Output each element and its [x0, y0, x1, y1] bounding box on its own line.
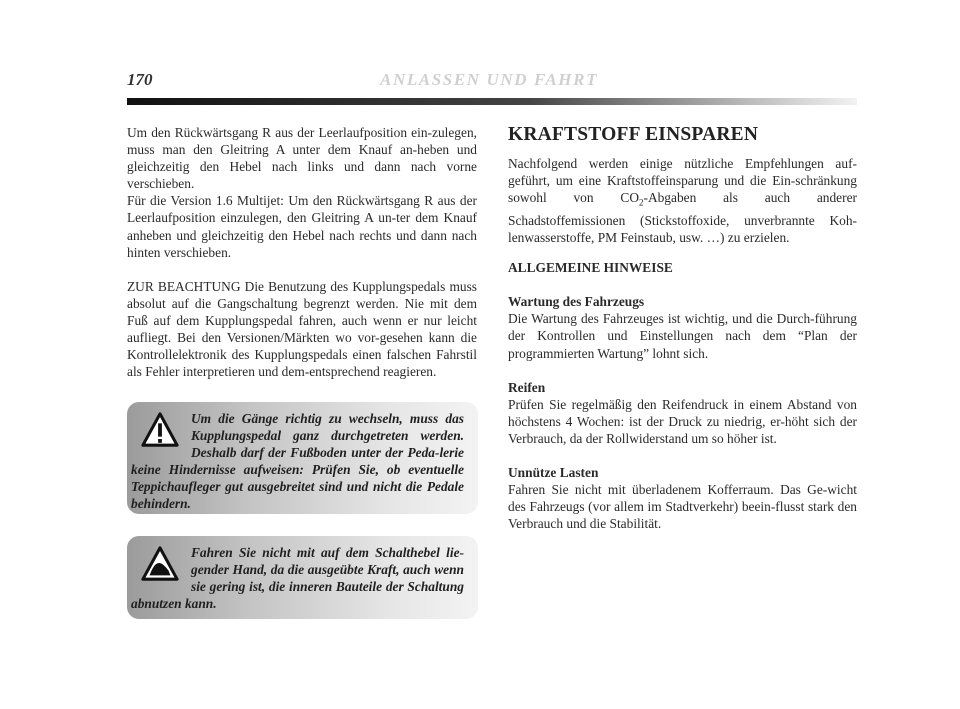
note-paragraph: ZUR BEACHTUNG Die Benutzung des Kupplungspedals muss absolut auf die Gangschaltung begrenzt werden. Nie mit dem Fuß auf dem Kupplungspedal fahren, auch wenn er nur leicht aufliegt. Bei den Versionen/Märkten wo vor-gesehen kann die Kontrollelektronik des Kupplungspedals einen falschen Fahrstil als Fehler interpretieren und dem-entsprechend reagieren. — [127, 278, 477, 380]
loads-text: Fahren Sie nicht mit überladenem Kofferraum. Das Ge-wicht des Fahrzeugs (vor allem im Stadtverkehr) beein-flusst stark den Verbrauch und die Stabilität. — [508, 482, 857, 532]
running-header: ANLASSEN UND FAHRT — [380, 70, 599, 89]
intro-text-a: Nachfolgend werden einige nützliche Empfehlungen auf-geführt, um eine Kraftstoffeinsparung und die Ein-schränkung sowohl von CO — [508, 156, 857, 206]
multijet-paragraph: Für die Version 1.6 Multijet: Um den Rückwärtsgang R aus der Leerlaufposition einzulegen, den Gleitring A un-ter dem Knauf anheben und gleichzeitig den Hebel nach rechts und dann nach hinten verschieben. — [127, 193, 477, 260]
left-column — [127, 124, 477, 380]
header-rule — [127, 98, 857, 105]
page-number: 170 — [127, 70, 153, 89]
maintenance-text: Die Wartung des Fahrzeuges ist wichtig, und die Durch-führung der Kontrollen und Einstellungen nach dem “Plan der programmierten Wartung” lohnt sich. — [508, 311, 857, 361]
intro-paragraph — [508, 155, 857, 246]
intro-subscript: 2 — [638, 197, 644, 208]
wear-warning-icon — [141, 544, 179, 590]
right-column — [508, 124, 857, 532]
reverse-gear-paragraph: Um den Rückwärtsgang R aus der Leerlaufposition ein-zulegen, muss man den Gleitring A unter dem Knauf an-heben und gleichzeitig den Hebel nach links und dann nach vorne verschieben. — [127, 125, 477, 192]
warning-triangle-icon — [141, 410, 179, 456]
general-notes-heading: ALLGEMEINE HINWEISE — [508, 260, 673, 276]
warning-text-gear-lever: Fahren Sie nicht mit auf dem Schalthebel lie-gender Hand, da die ausgeübte Kraft, auch wenn sie gering ist, die inneren Bauteile der Schaltung abnutzen kann. — [131, 545, 464, 612]
loads-heading: Unnütze Lasten — [508, 464, 599, 480]
intro-text-b: -Abgaben als auch anderer Schadstoffemissionen (Stickstoffoxide, unverbrannte Koh-lenwasserstoffe, PM Feinstaub, usw. …) zu erzielen. — [508, 190, 857, 246]
section-title: KRAFTSTOFF EINSPAREN — [508, 124, 759, 145]
warning-box-clutch — [127, 402, 478, 514]
warning-box-gear-lever — [127, 536, 478, 619]
tyres-text: Prüfen Sie regelmäßig den Reifendruck in einem Abstand von höchstens 4 Wochen: ist der Druck zu niedrig, er-höht sich der Verbrauch, da der Rollwiderstand um so höher ist. — [508, 396, 857, 446]
maintenance-heading: Wartung des Fahrzeugs — [508, 294, 645, 310]
warning-text-clutch: Um die Gänge richtig zu wechseln, muss das Kupplungspedal ganz durchgetreten werden. Deshalb darf der Fußboden unter der Peda-lerie keine Hindernisse aufweisen: Prüfen Sie, ob eventuelle Teppichaufleger gut ausgebreitet sind und nicht die Pedale behindern. — [131, 411, 464, 512]
tyres-heading: Reifen — [508, 379, 546, 395]
